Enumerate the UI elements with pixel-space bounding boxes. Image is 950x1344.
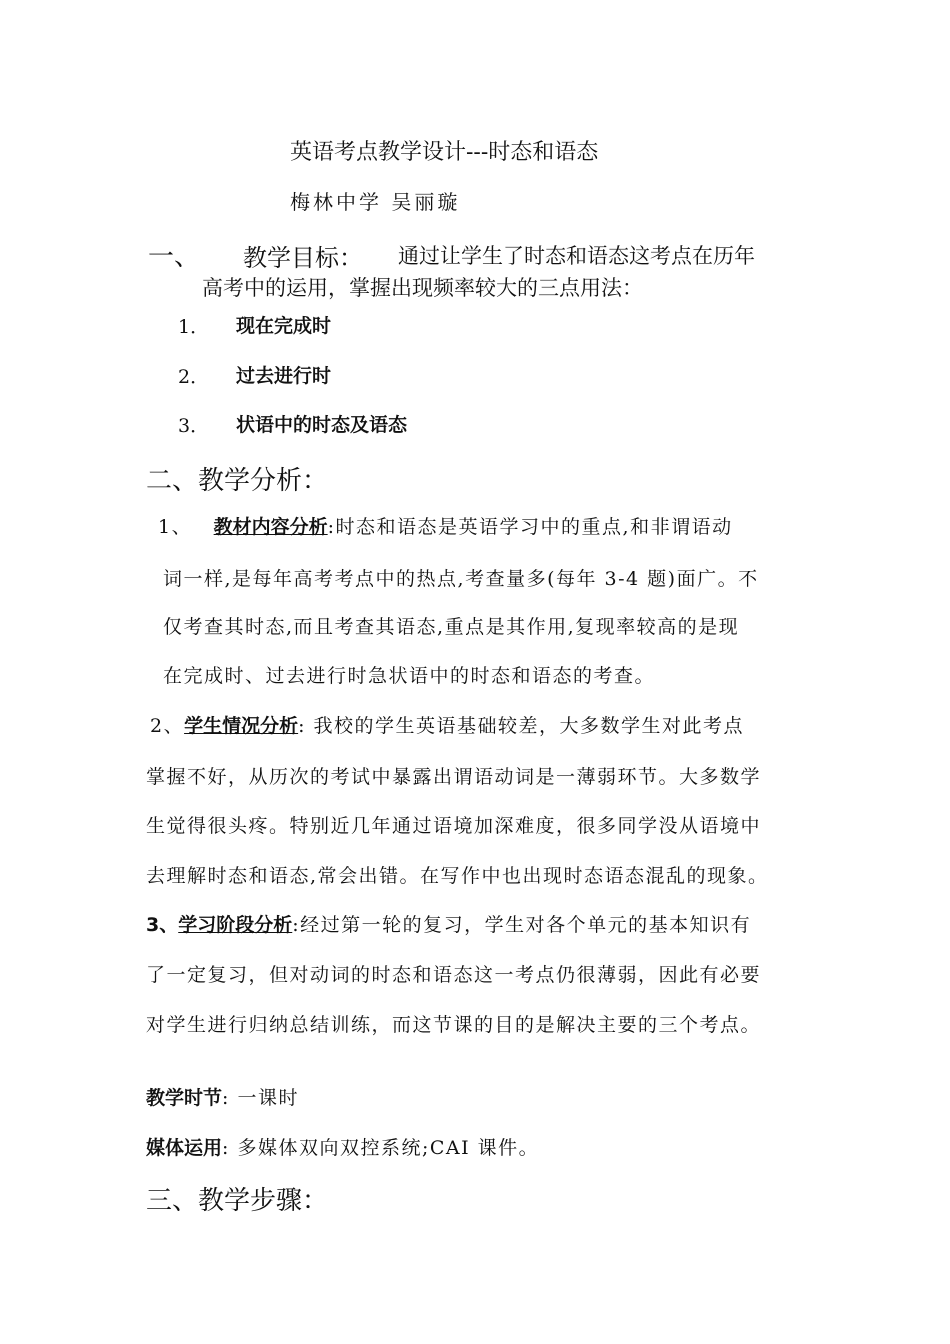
paragraph3-line2: 了一定复习，但对动词的时态和语态这一考点仍很薄弱，因此有必要	[146, 964, 762, 986]
document-title: 英语考点教学设计---时态和语态	[290, 140, 599, 165]
media-line	[146, 1133, 539, 1160]
paragraph1-line2: 词一样,是每年高考考点中的热点,考查量多(每年 3-4 题)面广。不	[163, 568, 759, 590]
paragraph2-label: 学生情况分析	[184, 715, 299, 737]
section1-text-line2: 高考中的运用，掌握出现频率较大的三点用法：	[202, 276, 643, 300]
author-line: 梅林中学 吴丽璇	[290, 190, 461, 214]
list-item-text: 过去进行时	[236, 365, 332, 387]
paragraph2-line3: 生觉得很头疼。特别近几年通过语境加深难度，很多同学没从语境中	[146, 815, 762, 837]
paragraph2-line2: 掌握不好，从历次的考试中暴露出谓语动词是一薄弱环节。大多数学	[146, 766, 762, 788]
list-item-text: 状语中的时态及语态	[236, 414, 408, 436]
paragraph2-line4: 去理解时态和语态,常会出错。在写作中也出现时态语态混乱的现象。	[146, 865, 769, 887]
paragraph1-line3: 仅考查其时态,而且考查其语态,重点是其作用,复现率较高的是现	[163, 616, 740, 638]
list-item-number: 3．	[178, 415, 210, 437]
paragraph1-line4: 在完成时、过去进行时急状语中的时态和语态的考查。	[163, 665, 656, 687]
paragraph3-number: 3、	[146, 914, 179, 936]
paragraph1-text: :时态和语态是英语学习中的重点,和非谓语动	[327, 516, 733, 538]
media-value: : 多媒体双向双控系统;CAI 课件。	[222, 1137, 540, 1159]
list-item-number: 1．	[178, 316, 210, 338]
lesson-time-value: : 一课时	[222, 1087, 299, 1109]
paragraph2-number: 2、	[150, 715, 185, 737]
paragraph3-label: 学习阶段分析	[178, 914, 293, 936]
paragraph3-line1	[146, 910, 751, 937]
paragraph1-number: 1、	[158, 516, 193, 538]
lesson-time-label: 教学时节	[146, 1087, 223, 1109]
section3-heading: 三、教学步骤：	[146, 1186, 329, 1216]
section2-heading: 二、教学分析：	[146, 466, 329, 496]
section1-number: 一、	[148, 242, 201, 272]
media-label: 媒体运用	[146, 1137, 223, 1159]
paragraph3-line3: 对学生进行归纳总结训练，而这节课的目的是解决主要的三个考点。	[146, 1014, 762, 1036]
list-item-number: 2．	[178, 366, 210, 388]
paragraph1-label: 教材内容分析	[213, 516, 328, 538]
paragraph2-text: : 我校的学生英语基础较差，大多数学生对此考点	[298, 715, 745, 737]
lesson-time-line	[146, 1083, 299, 1110]
paragraph2-line1	[150, 711, 744, 738]
section1-label: 教学目标：	[243, 244, 363, 272]
section1-text-line1: 通过让学生了时态和语态这考点在历年	[398, 244, 755, 268]
paragraph3-text: :经过第一轮的复习，学生对各个单元的基本知识有	[292, 914, 752, 936]
paragraph1-line1	[158, 512, 733, 539]
list-item-text: 现在完成时	[236, 315, 332, 337]
